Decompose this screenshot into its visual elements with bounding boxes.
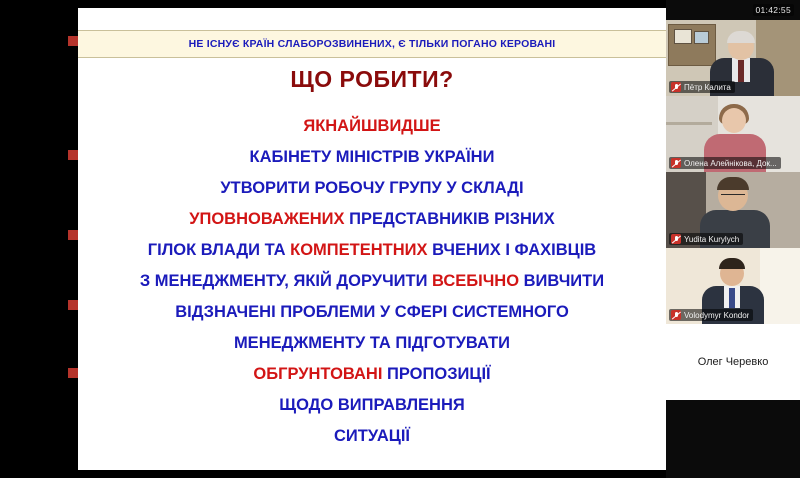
- slide-text: ВЧЕНИХ І ФАХІВЦІВ: [432, 241, 597, 259]
- meeting-timer: 01:42:55: [753, 4, 795, 16]
- slide-line: [78, 421, 666, 452]
- mic-muted-icon: [671, 310, 681, 320]
- slide-text-highlight: ВСЕБІЧНО: [432, 272, 524, 290]
- slide-text-highlight: КОМПЕТЕНТНИХ: [290, 241, 433, 259]
- slide-line: [78, 204, 666, 235]
- participant-tile[interactable]: [666, 172, 800, 248]
- slide-left-strip: [0, 0, 78, 478]
- participant-tile[interactable]: [666, 20, 800, 96]
- participant-name: Volodymyr Kondor: [684, 310, 750, 320]
- slide-edge-mark: [68, 368, 78, 378]
- slide-text: ВІДЗНАЧЕНІ ПРОБЛЕМИ У СФЕРІ СИСТЕМНОГО: [175, 303, 569, 321]
- participant-name: Yudita Kurylych: [684, 234, 740, 244]
- slide-banner: [78, 30, 666, 58]
- slide-text-highlight: УПОВНОВАЖЕНИХ: [189, 210, 350, 228]
- participant-name: Пётр Калита: [684, 82, 731, 92]
- participant-nameplate: [669, 233, 743, 245]
- slide-banner-text: НЕ ІСНУЄ КРАЇН СЛАБОРОЗВИНЕНИХ, Є ТІЛЬКИ ПОГАНО КЕРОВАНІ: [188, 38, 556, 50]
- slide-line: [78, 297, 666, 328]
- slide-edge-mark: [68, 230, 78, 240]
- participant-tile[interactable]: [666, 248, 800, 324]
- mic-muted-icon: [671, 158, 681, 168]
- slide-line: [78, 235, 666, 266]
- slide-line: [78, 173, 666, 204]
- slide-text: ВИВЧИТИ: [523, 272, 605, 290]
- slide-text: УТВОРИТИ РОБОЧУ ГРУПУ У СКЛАДІ: [220, 179, 524, 197]
- slide-title: ЩО РОБИТИ?: [290, 66, 454, 92]
- slide-line: [78, 266, 666, 297]
- slide-line: [78, 111, 666, 142]
- slide-text-highlight: ЯКНАЙШВИДШЕ: [303, 117, 441, 135]
- slide-text: ПРОПОЗИЦІЇ: [387, 365, 491, 383]
- slide-edge-mark: [68, 36, 78, 46]
- mic-muted-icon: [671, 82, 681, 92]
- participant-name: Олег Черевко: [697, 356, 769, 368]
- participant-tile[interactable]: [666, 324, 800, 400]
- slide-line: [78, 359, 666, 390]
- slide-text: ЩОДО ВИПРАВЛЕННЯ: [279, 396, 465, 414]
- participant-nameplate: [669, 157, 781, 169]
- slide-line: [78, 142, 666, 173]
- presentation-slide: [78, 8, 666, 470]
- slide-text: МЕНЕДЖМЕНТУ ТА ПІДГОТУВАТИ: [233, 334, 511, 352]
- slide-line: [78, 390, 666, 421]
- participant-tile[interactable]: [666, 96, 800, 172]
- slide-text: СИТУАЦІЇ: [334, 427, 410, 445]
- participant-rail: [666, 0, 800, 478]
- participant-nameplate: [669, 309, 753, 321]
- slide-body: [78, 111, 666, 452]
- slide-text: ГІЛОК ВЛАДИ ТА: [147, 241, 291, 259]
- slide-text-highlight: ОБГРУНТОВАНІ: [253, 365, 388, 383]
- slide-edge-mark: [68, 300, 78, 310]
- slide-line: [78, 328, 666, 359]
- mic-muted-icon: [671, 234, 681, 244]
- slide-edge-mark: [68, 150, 78, 160]
- slide-text: КАБІНЕТУ МІНІСТРІВ УКРАЇНИ: [249, 148, 495, 166]
- slide-text: З МЕНЕДЖМЕНТУ, ЯКІЙ ДОРУЧИТИ: [139, 272, 433, 290]
- participant-name: Олена Алейнікова, Док...: [684, 158, 777, 168]
- participant-nameplate: [669, 81, 735, 93]
- slide-text: ПРЕДСТАВНИКІВ РІЗНИХ: [349, 210, 555, 228]
